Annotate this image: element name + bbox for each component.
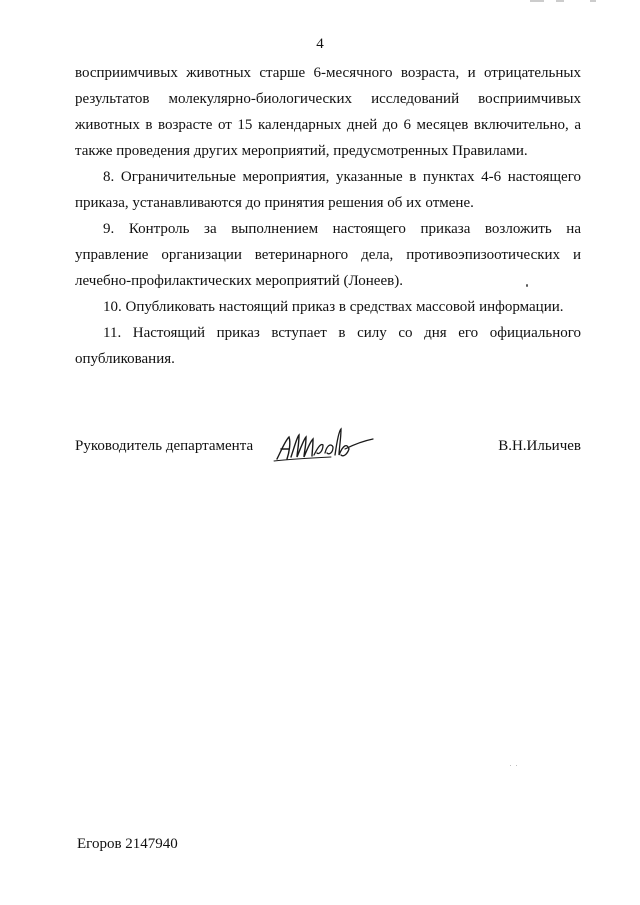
scan-edge-mark [530, 0, 610, 2]
signature-block [75, 425, 581, 475]
paragraph-item-9: 9. Контроль за выполнением настоящего приказа возложить на управление организации ветеринарного дела, противоэпизоотических и лечебно-профилактических мероприятий (Лонеев). [75, 221, 581, 289]
scan-speck [526, 284, 528, 287]
paragraph-item-10: 10. Опубликовать настоящий приказ в средствах массовой информации. [103, 299, 564, 315]
page-number: 4 [316, 36, 324, 52]
paragraph-item-8: 8. Ограничительные мероприятия, указанные в пунктах 4-6 настоящего приказа, устанавливаются до принятия решения об их отмене. [75, 169, 581, 211]
scan-speck [510, 765, 511, 766]
executor-note: Егоров 2147940 [77, 836, 178, 852]
paragraph-item-11: 11. Настоящий приказ вступает в силу со дня его официального опубликования. [75, 325, 581, 367]
document-body [75, 60, 581, 372]
signatory-role: Руководитель департамента [75, 438, 254, 454]
paragraph-continuation: восприимчивых животных старше 6-месячного возраста, и отрицательных результатов молекулярно-биологических исследований восприимчивых животных в возрасте от 15 календарных дней до 6 месяцев включительно, а также проведения других мероприятий, предусмотренных Правилами. [75, 65, 581, 159]
signatory-name: В.Н.Ильичев [498, 438, 581, 454]
scan-speck [516, 765, 517, 766]
handwritten-signature [271, 425, 375, 465]
